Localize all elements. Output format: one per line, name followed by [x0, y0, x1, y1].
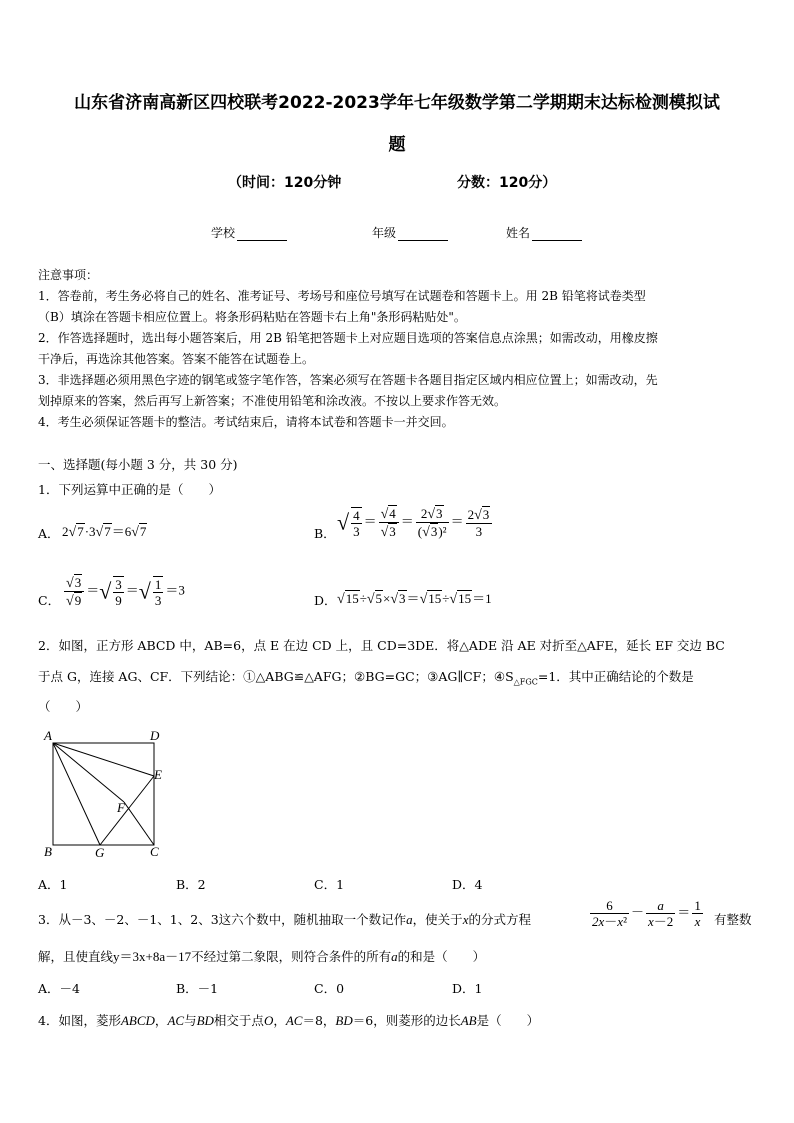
label-C: C: [150, 844, 159, 859]
notes-line: 1．答卷前，考生务必将自己的姓名、准考证号、考场号和座位号填写在试题卷和答题卡上。用 2B 铅笔将试卷类型: [38, 289, 646, 303]
q3-option-a: A．－4: [38, 981, 80, 996]
q3-option-b: B．－1: [176, 981, 219, 996]
question-2-line1: 2．如图，正方形 ABCD 中，AB=6，点 E 在边 CD 上，且 CD=3DE．将△ADE 沿 AE 对折至△AFE，延长 EF 交边 BC: [38, 638, 725, 653]
name-label: 姓名: [506, 226, 531, 240]
q2-square-figure: [40, 728, 170, 863]
q1-option-c-formula: $\frac{√3}{√9}$ ＝√ $\frac{3}{9}$ ＝√ $\frac{1}{3}$ ＝3: [66, 575, 185, 609]
notes-line: 2．作答选择题时，选出每小题答案后，用 2B 铅笔把答题卡上对应题目选项的答案信息点涂黑；如需改动，用橡皮擦: [38, 331, 658, 345]
q2-option-b: B．2: [176, 877, 206, 892]
question-3-line1-end: 有整数: [714, 912, 752, 927]
exam-score: 分数：120分）: [457, 175, 557, 191]
school-label: 学校: [211, 226, 236, 240]
q1-option-b-formula: √ $\frac{4}{3}$ ＝ $\frac{√4}{√3}$ ＝ $\frac{2√3}{\text{(√3)²}}$ ＝ $\frac{2√3}{3}$: [337, 505, 494, 540]
label-A: A: [44, 728, 52, 743]
q1-option-d-formula: √15÷√5×√3＝√15÷√15＝1: [337, 591, 492, 607]
notes-line: 干净后，再选涂其他答案。答案不能答在试题卷上。: [38, 352, 315, 366]
q1-option-a-formula: 2√7·3√7＝6√7: [62, 524, 147, 540]
q1-option-b-label: B．: [314, 526, 336, 541]
notes-line: 3．非选择题必须用黑色字迹的钢笔或签字笔作答，答案必须写在答题卡各题目指定区域内相应位置上；如需改动，先: [38, 373, 658, 387]
grade-field[interactable]: [372, 224, 448, 241]
notes-line: （B）填涂在答题卡相应位置上。将条形码粘贴在答题卡右上角"条形码粘贴处"。: [38, 310, 466, 324]
exam-time: （时间：120分钟: [228, 175, 342, 191]
q1-option-c-label: C．: [38, 593, 61, 608]
name-field[interactable]: [506, 224, 582, 241]
notes-line: 4．考生必须保证答题卡的整洁。考试结束后，请将本试卷和答题卡一并交回。: [38, 415, 454, 429]
label-D: D: [150, 728, 160, 743]
label-B: B: [44, 844, 52, 859]
question-1-stem: 1．下列运算中正确的是（ ）: [38, 482, 221, 497]
q2-option-d: D．4: [452, 877, 483, 892]
label-F: F: [117, 800, 125, 815]
q1-option-d-label: D．: [314, 593, 337, 608]
notes-line: 划掉原来的答案，然后再写上新答案；不准使用铅笔和涂改液。不按以上要求作答无效。: [38, 394, 507, 408]
q1-option-a-label: A．: [38, 526, 60, 541]
label-G: G: [95, 845, 105, 860]
question-2-line3: （ ）: [38, 699, 89, 714]
q3-option-d: D．1: [452, 981, 483, 996]
label-E: E: [154, 767, 162, 782]
page-title: 山东省济南高新区四校联考2022-2023学年七年级数学第二学期期末达标检测模拟试: [74, 93, 720, 113]
section-heading: 一、选择题(每小题 3 分，共 30 分): [38, 457, 238, 472]
q3-option-c: C．0: [314, 981, 345, 996]
q3-equation: $\frac{6}{\text{2x－x²}}$ － $\frac{a}{x-2}$ ＝ $\frac{1}{x}$: [592, 898, 701, 929]
school-field[interactable]: [211, 224, 287, 241]
notes-heading: 注意事项：: [38, 268, 99, 282]
q2-option-c: C．1: [314, 877, 345, 892]
question-3-line2: 解，且使直线y＝3x+8a－17不经过第二象限，则符合条件的所有a的和是（ ）: [38, 949, 486, 964]
page-title-cont: 题: [388, 135, 406, 155]
q2-option-a: A．1: [38, 877, 68, 892]
question-3-line1: 3．从－3、－2、－1、1、2、3这六个数中，随机抽取一个数记作a，使关于x的分式方程: [38, 912, 531, 927]
question-2-line2: 于点 G，连接 AG、CF．下列结论：①△ABG≌△AFG；②BG=GC；③AG∥CF；$④S_{\triangle FGC}=1$．其中正确结论的个数是: [38, 669, 694, 687]
grade-label: 年级: [372, 226, 397, 240]
question-4-stem: 4．如图，菱形ABCD，AC与BD相交于点O，AC＝8，BD＝6，则菱形的边长AB是（ ）: [38, 1013, 540, 1028]
